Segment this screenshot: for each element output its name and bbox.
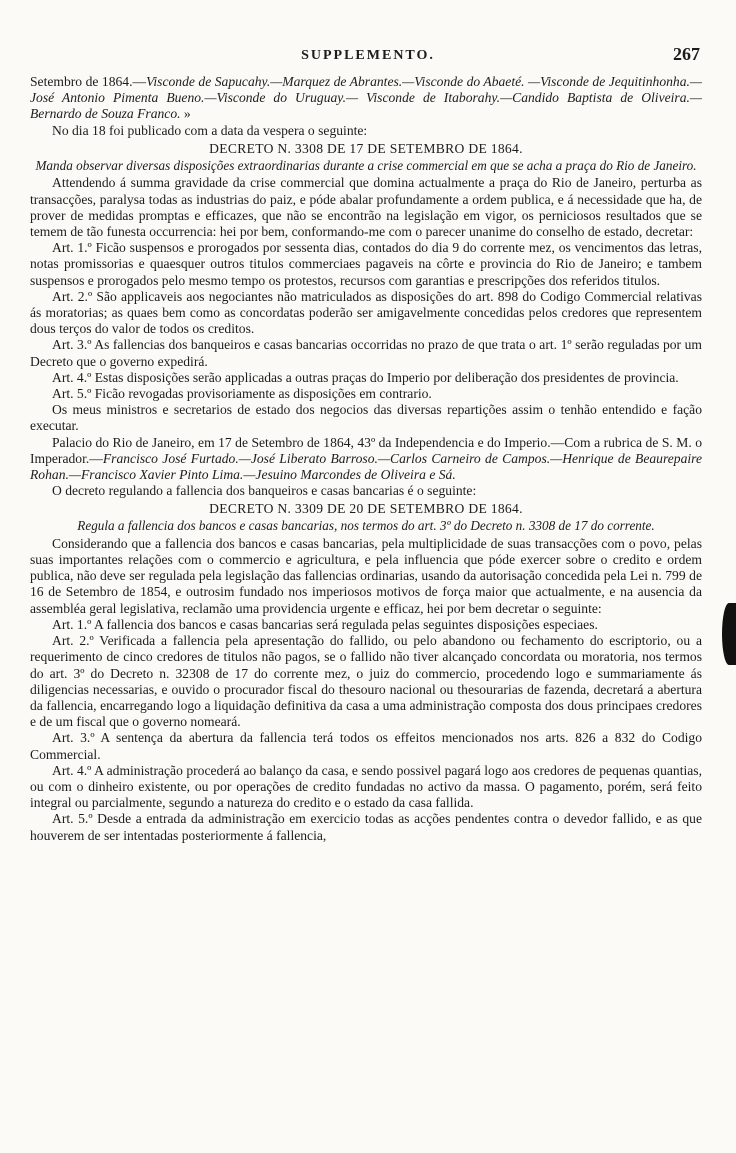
running-title: SUPPLEMENTO. [301, 48, 435, 63]
decree-3308-art4: Art. 4.º Estas disposições serão applicadas a outras praças do Imperio por deliberação dos presidentes de provincia. [52, 369, 679, 385]
page-number: 267 [673, 44, 700, 64]
decree-3308-summary: Manda observar diversas disposições extraordinarias durante a crise commercial em que se acha a praça do Rio de Janeiro. [35, 157, 697, 173]
decree-3308-palace [30, 435, 702, 484]
decree-3309-art3: Art. 3.º A sentença da abertura da fallencia terá todos os effeitos mencionados nos arts. 826 a 832 do Codigo Commercial. [30, 730, 702, 762]
margin-ink-mark [722, 603, 736, 665]
ministers-signatures: Francisco José Furtado.—José Liberato Barroso.—Carlos Carneiro de Campos.—Henrique de Beaurepaire Rohan.—Francisco Xavier Pinto Lima.—Jesuino Marcondes de Oliveira e Sá. [30, 450, 702, 482]
council-signatures: Visconde de Sapucahy.—Marquez de Abrantes.—Visconde do Abaeté. —Visconde de Jequitinhonha.—José Antonio Pimenta Bueno.—Visconde do Uruguay.— Visconde de Itaborahy.—Candido Baptista de Oliveira.—Bernardo de Souza Franco. [30, 74, 702, 122]
quote-close: » [180, 106, 191, 122]
decree-3309-art4: Art. 4.º A administração procederá ao balanço da casa, e sendo possivel pagará logo aos credores de pequenas quantias, ou com o dinheiro existente, ou por operações de credito fundadas no activo da massa. O pagamento, porém, será feito integral ou parcialmente, segundo a natureza do credito e o estado da casa fallida. [30, 762, 702, 811]
running-head [0, 44, 736, 70]
intro-signatures [30, 74, 702, 123]
page-content [30, 74, 702, 844]
intro-lead: Setembro de 1864.— [30, 74, 147, 89]
decree-3309-preamble: Considerando que a fallencia dos bancos e casas bancarias, pela multiplicidade de suas transacções com o povo, pelas suas importantes relações com o commercio e agricultura, e pela influencia que póde exercer sobre o credito e ordem publica, não deve ser regulada pela legislação das fallencias ordinarias, usando da autorisação concedida pela Lei n. 799 de 16 de Setembro de 1854, e outrosim fundado nos imperiosos motivos de força maior que actualmente, e na ausencia da assembléa geral legislativa, reclamão uma providencia urgente e efficaz, hei por bem decretar o seguinte: [30, 535, 702, 616]
decree-3309-art2: Art. 2.º Verificada a fallencia pela apresentação do fallido, ou pelo abandono ou fechamento do escriptorio, ou a requerimento de cinco credores de titulos não pagos, se o fallido não tiver alcançado concordata ou moratoria, nos termos do art. 3º do Decreto n. 32308 de 17 do corrente mez, o juiz do commercio, procedendo logo e summariamente ás diligencias necessarias, e ouvido o procurador fiscal do thesouro nacional ou thesourarias de fazenda, decretará a abertura da fallencia, encarregando logo a liquidação definitiva da casa a uma administração composta dos dous principaes credores e de um fiscal que o governo nomeará. [30, 633, 702, 730]
decree-3308-title: DECRETO N. 3308 DE 17 DE SETEMBRO DE 1864. [209, 140, 523, 156]
decree-3309-intro: O decreto regulando a fallencia dos banqueiros e casas bancarias é o seguinte: [52, 483, 477, 499]
decree-3308-preamble: Attendendo á summa gravidade da crise commercial que domina actualmente a praça do Rio de Janeiro, perturba as transacções, paralysa todas as industrias do paiz, e póde abalar profundamente a ordem publica, e á necessidade que ha, de prover de medidas promptas e efficazes, que não se encontrão na legislação em vigor, os perniciosos resultados que se temem de tão funesta occurrencia: hei por bem, conformando-me com o parecer unanime do conselho de estado, decretar: [30, 175, 702, 239]
decree-3308-art5: Art. 5.º Ficão revogadas provisoriamente as disposições em contrario. [52, 385, 432, 401]
decree-3308-closing: Os meus ministros e secretarios de estado dos negocios das diversas repartições assim o tenhão entendido e fação executar. [30, 402, 702, 434]
decree-3308-art3: Art. 3.º As fallencias dos banqueiros e casas bancarias occorridas no prazo de que trata o art. 1º serão reguladas por um Decreto que o governo expedirá. [30, 337, 702, 369]
decree-3308-art1: Art. 1.º Ficão suspensos e prorogados por sessenta dias, contados do dia 9 do corrente mez, os vencimentos das letras, notas promissorias e quaesquer outros titulos commerciaes pagaveis na côrte e provincia do Rio de Janeiro; e tambem suspensos e prorogados pelo mesmo tempo os protestos, recursos com garantias e prescripções dos referidos titulos. [30, 240, 702, 288]
decree-3309-summary: Regula a fallencia dos bancos e casas bancarias, nos termos do art. 3º do Decreto n. 3308 de 17 do corrente. [77, 518, 655, 534]
publication-note: No dia 18 foi publicado com a data da vespera o seguinte: [52, 122, 368, 138]
decree-3309-title: DECRETO N. 3309 DE 20 DE SETEMBRO DE 1864. [209, 501, 523, 517]
decree-3308-art2: Art. 2.º São applicaveis aos negociantes não matriculados as disposições do art. 898 do Codigo Commercial relativas ás moratorias; as quaes bem como as concordatas poderão ser amigavelmente concedidas pelos credores que representem dous terços do valor de todos os creditos. [30, 288, 702, 337]
decree-3309-art5: Art. 5.º Desde a entrada da administração em exercicio todas as acções pendentes contra o devedor fallido, e as que houverem de ser intentadas posteriormente á fallencia, [30, 811, 702, 843]
decree-3309-art1: Art. 1.º A fallencia dos bancos e casas bancarias será regulada pelas seguintes disposições especiaes. [52, 616, 598, 632]
palace-lead: Palacio do Rio de Janeiro, em 17 de Setembro de 1864, 43º da Independencia e do Imperio.—Com a rubrica de S. M. o Imperador.— [30, 434, 702, 466]
